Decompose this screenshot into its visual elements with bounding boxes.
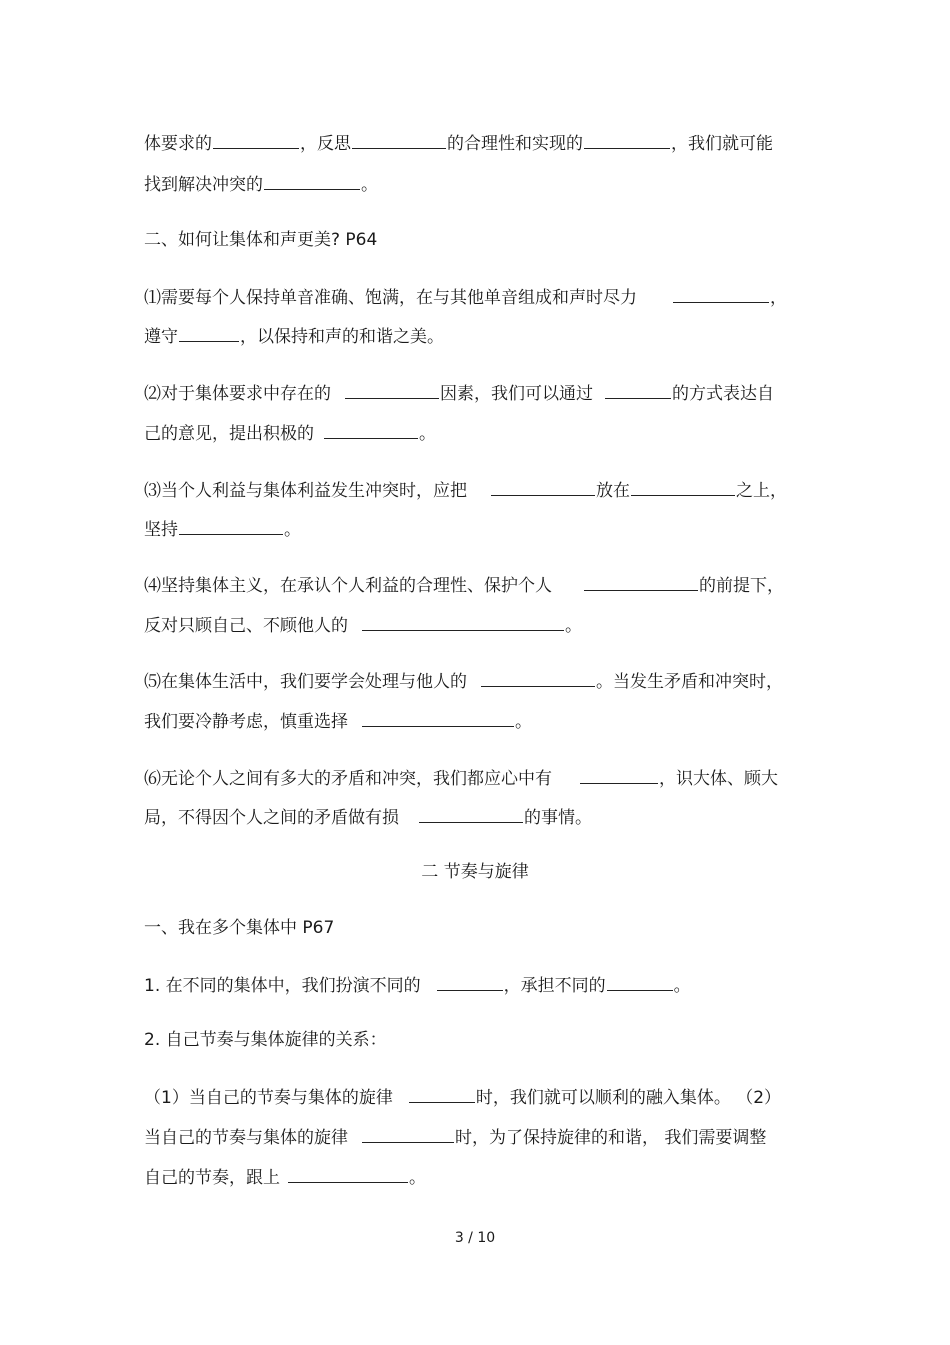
text-line — [144, 517, 301, 541]
text: 1. 在不同的集体中，我们扮演不同的 — [144, 976, 421, 996]
blank[interactable] — [264, 172, 360, 190]
text: 。当发生矛盾和冲突时， — [596, 672, 783, 692]
blank[interactable] — [362, 709, 514, 727]
text: ⑹无论个人之间有多大的矛盾和冲突，我们都应心中有 — [144, 769, 552, 789]
text-line — [144, 1165, 426, 1189]
text: 的方式表达自 — [672, 384, 774, 404]
blank[interactable] — [605, 381, 671, 399]
text-line — [144, 709, 532, 733]
text: 坚持 — [144, 520, 178, 540]
text: ⑴需要每个人保持单音准确、饱满，在与其他单音组成和声时尽力 — [144, 288, 637, 308]
text: 。 — [565, 616, 582, 636]
blank[interactable] — [213, 131, 299, 149]
text: 我们要冷静考虑，慎重选择 — [144, 712, 348, 732]
blank[interactable] — [409, 1085, 475, 1103]
text: ，我们就可能 — [671, 134, 773, 154]
text: 遵守 — [144, 327, 178, 347]
text-line — [144, 973, 691, 997]
text: 放在 — [596, 481, 630, 501]
blank[interactable] — [345, 381, 439, 399]
text: ，以保持和声的和谐之美。 — [240, 327, 444, 347]
text-line — [144, 172, 378, 196]
text: 。 — [673, 976, 691, 996]
text: 的合理性和实现的 — [447, 134, 583, 154]
text: 找到解决冲突的 — [144, 175, 263, 195]
text: 局，不得因个人之间的矛盾做有损 — [144, 808, 399, 828]
text-line — [144, 805, 592, 829]
blank[interactable] — [584, 573, 698, 591]
text-line: 2. 自己节奏与集体旋律的关系： — [144, 1030, 387, 1050]
text: ⑵对于集体要求中存在的 — [144, 384, 331, 404]
blank[interactable] — [352, 131, 446, 149]
text: 之上， — [736, 481, 787, 501]
text: 因素，我们可以通过 — [440, 384, 593, 404]
chapter-heading: 二 节奏与旋律 — [421, 862, 529, 882]
text: 。 — [409, 1168, 426, 1188]
blank[interactable] — [179, 324, 239, 342]
text: 的事情。 — [524, 808, 592, 828]
text: ， — [770, 288, 787, 308]
blank[interactable] — [324, 421, 418, 439]
blank[interactable] — [607, 973, 673, 991]
text: 。 — [284, 520, 301, 540]
text: 反对只顾自己、不顾他人的 — [144, 616, 348, 636]
blank[interactable] — [481, 669, 595, 687]
text: ⑶当个人利益与集体利益发生冲突时，应把 — [144, 481, 467, 501]
blank[interactable] — [362, 1125, 454, 1143]
section-title: 二、如何让集体和声更美? P64 — [144, 230, 378, 250]
text: ⑸在集体生活中，我们要学会处理与他人的 — [144, 672, 467, 692]
text: 。 — [361, 175, 378, 195]
text: 当自己的节奏与集体的旋律 — [144, 1128, 348, 1148]
text: ，识大体、顾大 — [659, 769, 778, 789]
text: ，承担不同的 — [503, 976, 606, 996]
blank[interactable] — [491, 478, 595, 496]
blank[interactable] — [631, 478, 735, 496]
text-line — [144, 131, 773, 155]
text-line — [144, 669, 783, 693]
blank[interactable] — [584, 131, 670, 149]
text-line — [144, 1125, 766, 1149]
text: 的前提下， — [699, 576, 784, 596]
page-number: 3 / 10 — [454, 1230, 496, 1246]
blank[interactable] — [288, 1165, 408, 1183]
text: 时，为了保持旋律的和谐， 我们需要调整 — [455, 1128, 767, 1148]
blank[interactable] — [362, 613, 564, 631]
text: 。 — [419, 424, 436, 444]
blank[interactable] — [673, 285, 769, 303]
text: 己的意见，提出积极的 — [144, 424, 314, 444]
text-line — [144, 285, 787, 309]
blank[interactable] — [179, 517, 283, 535]
text-line — [144, 381, 774, 405]
text-line — [144, 573, 784, 597]
text: ⑷坚持集体主义，在承认个人利益的合理性、保护个人 — [144, 576, 552, 596]
text: （1）当自己的节奏与集体的旋律 — [144, 1088, 393, 1108]
text: 时，我们就可以顺利的融入集体。 （2） — [475, 1088, 782, 1108]
text-line — [144, 766, 778, 790]
text-line — [144, 421, 436, 445]
blank[interactable] — [437, 973, 503, 991]
section-title: 一、我在多个集体中 P67 — [144, 918, 335, 938]
text-line — [144, 324, 444, 348]
text-line — [144, 613, 582, 637]
text: 自己的节奏，跟上 — [144, 1168, 280, 1188]
text: ，反思 — [300, 134, 351, 154]
text-line — [144, 1085, 781, 1109]
text: 。 — [515, 712, 532, 732]
text: 体要求的 — [144, 134, 212, 154]
blank[interactable] — [419, 805, 523, 823]
text-line — [144, 478, 787, 502]
blank[interactable] — [580, 766, 658, 784]
